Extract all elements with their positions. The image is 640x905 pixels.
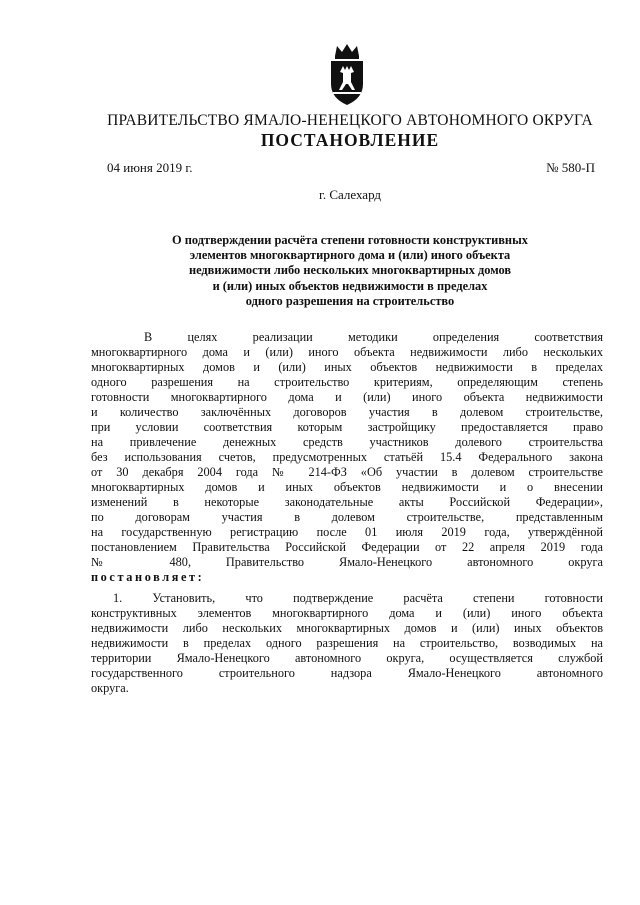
text-line: государственного строительного надзора Ямало-Ненецкого автономного [91, 666, 603, 680]
text-line: недвижимости либо нескольких многоквартирных домов и (или) иных объектов [91, 621, 603, 635]
document-number: № 580-П [546, 160, 595, 175]
text-line: 1. Установить, что подтверждение расчёта степени готовности [113, 591, 603, 605]
paragraph-preamble [91, 330, 603, 585]
subject-line: одного разрешения на строительство [245, 293, 455, 308]
yamal-coat-of-arms-icon [325, 42, 369, 108]
text-line: многоквартирных домов и иных объектов недвижимости и о внесении [91, 480, 603, 494]
text-line: без использования счетов, предусмотренных статьёй 15.4 Федерального закона [91, 450, 603, 464]
text-line: одного разрешения на строительство критериям, определяющим степень [91, 375, 603, 389]
subject-line: и (или) иных объектов недвижимости в пределах [212, 278, 488, 293]
text-line: постановлением Правительства Российской Федерации от 22 апреля 2019 года [91, 540, 603, 554]
text-line: по договорам участия в долевом строительстве, представленным [91, 510, 603, 524]
text-line: на привлечение денежных средств участников долевого строительства [91, 435, 603, 449]
text-line: многоквартирного дома и (или) иного объекта недвижимости либо нескольких [91, 345, 603, 359]
document-city: г. Салехард [318, 187, 382, 202]
text-line: конструктивных элементов многоквартирного дома и (или) иного объекта [91, 606, 603, 620]
subject-line: элементов многоквартирного дома и (или) иного объекта [189, 248, 511, 263]
subject-line: недвижимости либо нескольких многоквартирных домов [188, 263, 512, 278]
text-line: при условии соответствия которым застройщику предоставляется право [91, 420, 603, 434]
text-line: № 480, Правительство Ямало-Ненецкого автономного округа [91, 555, 603, 569]
text-line: изменений в некоторые законодательные акты Российской Федерации», [91, 495, 603, 509]
government-title: ПРАВИТЕЛЬСТВО ЯМАЛО-НЕНЕЦКОГО АВТОНОМНОГО ОКРУГА [107, 112, 593, 129]
decree-word: постановляет: [91, 570, 205, 584]
text-line: округа. [91, 681, 129, 695]
text-line: недвижимости в пределах одного разрешения на строительство, возводимых на [91, 636, 603, 650]
paragraph-item-1 [91, 591, 603, 696]
text-line: от 30 декабря 2004 года № 214-ФЗ «Об участии в долевом строительстве [91, 465, 603, 479]
document-subject [110, 233, 590, 309]
text-line: многоквартирных домов и (или) иных объектов недвижимости в пределах [91, 360, 603, 374]
text-line: В целях реализации методики определения соответствия [144, 330, 603, 344]
text-line: на государственную регистрацию после 01 июля 2019 года, утверждённой [91, 525, 603, 539]
text-line: готовности многоквартирного дома и (или) иного объекта недвижимости [91, 390, 603, 404]
document-date: 04 июня 2019 г. [107, 160, 193, 175]
text-line: и количество заключённых договоров участия в долевом строительстве, [91, 405, 603, 419]
subject-line: О подтверждении расчёта степени готовности конструктивных [172, 233, 528, 247]
text-line: территории Ямало-Ненецкого автономного округа, осуществляется службой [91, 651, 603, 665]
document-type: ПОСТАНОВЛЕНИЕ [260, 130, 440, 150]
